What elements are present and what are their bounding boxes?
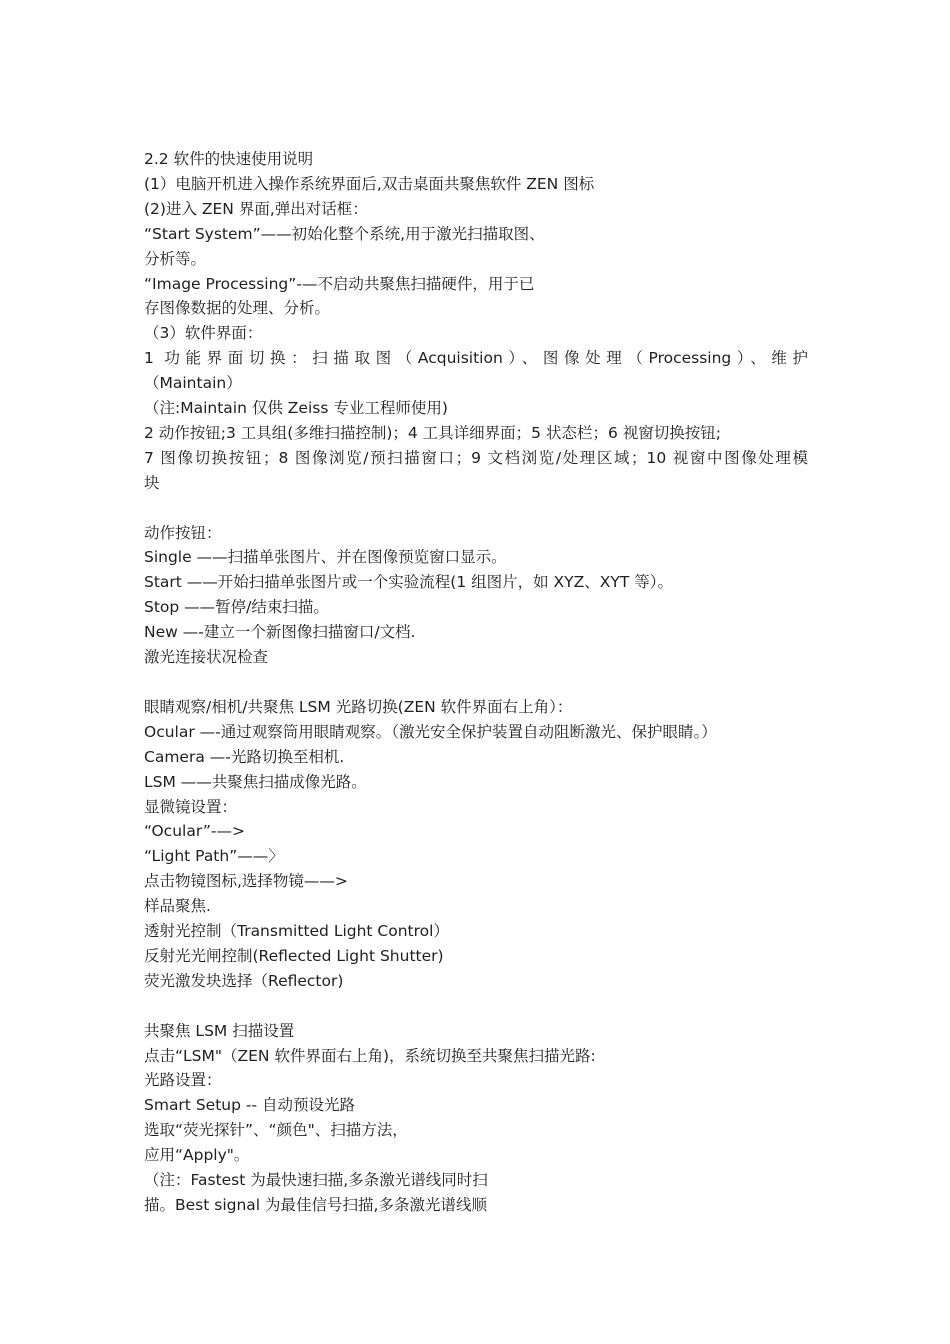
light-path-line: 显微镜设置： [144, 797, 238, 816]
paragraph-gap [144, 496, 808, 521]
interface-line: 7 图像切换按钮；8 图像浏览/预扫描窗口；9 文档浏览/处理区域；10 视窗中图像处理模 [144, 448, 808, 467]
intro-line: “Start System”——初始化整个系统,用于激光扫描取图、 [144, 224, 545, 243]
lsm-setup-line: Smart Setup -- 自动预设光路 [144, 1096, 355, 1115]
action-button-line: Stop ——暂停/结束扫描。 [144, 598, 329, 617]
action-button-line: 激光连接状况检查 [144, 648, 269, 667]
interface-note: （注:Maintain 仅供 Zeiss 专业工程师使用) [144, 399, 448, 418]
interface-line: （Maintain） [144, 374, 242, 393]
lsm-setup-heading: 共聚焦 LSM 扫描设置 [144, 1021, 295, 1040]
light-path-line: 透射光控制（Transmitted Light Control） [144, 922, 449, 941]
light-path-line: Camera —-光路切换至相机. [144, 747, 345, 766]
light-path-line: 反射光光闸控制(Reflected Light Shutter) [144, 946, 444, 965]
light-path-line: 点击物镜图标,选择物镜——> [144, 872, 348, 891]
light-path-line: “Ocular”-—> [144, 822, 245, 841]
action-button-line: New —-建立一个新图像扫描窗口/文档. [144, 623, 416, 642]
light-path-line: Ocular —-通过观察筒用眼睛观察。（激光安全保护装置自动阻断激光、保护眼睛。） [144, 722, 717, 741]
intro-line: （3）软件界面： [144, 324, 263, 343]
intro-line: “Image Processing”-—不启动共聚焦扫描硬件，用于已 [144, 274, 535, 293]
light-path-line: “Light Path”——〉 [144, 847, 284, 866]
intro-line: 存图像数据的处理、分析。 [144, 299, 331, 318]
paragraph-gap [144, 994, 808, 1019]
light-path-line: 荧光激发块选择（Reflector) [144, 971, 344, 990]
interface-line: 1 功能界面切换：扫描取图（Acquisition）、图像处理（Processing）、维护 [144, 349, 808, 368]
document-page [144, 147, 808, 1218]
intro-line: 分析等。 [144, 249, 207, 268]
action-buttons-heading: 动作按钮： [144, 523, 222, 542]
lsm-setup-line: 应用“Apply"。 [144, 1146, 250, 1165]
lsm-setup-line: 点击“LSM"（ZEN 软件界面右上角)，系统切换至共聚焦扫描光路: [144, 1046, 596, 1065]
lsm-setup-line: 描。Best signal 为最佳信号扫描,多条激光谱线顺 [144, 1196, 487, 1215]
light-path-heading: 眼睛观察/相机/共聚焦 LSM 光路切换(ZEN 软件界面右上角）： [144, 697, 573, 716]
interface-line: 2 动作按钮;3 工具组(多维扫描控制)；4 工具详细界面；5 状态栏；6 视窗切换按钮; [144, 423, 721, 442]
intro-line: (1）电脑开机进入操作系统界面后,双击桌面共聚焦软件 ZEN 图标 [144, 174, 595, 193]
lsm-setup-line: （注：Fastest 为最快速扫描,多条激光谱线同时扫 [144, 1171, 488, 1190]
intro-line: (2)进入 ZEN 界面,弹出对话框： [144, 199, 368, 218]
section-title: 2.2 软件的快速使用说明 [144, 150, 314, 168]
paragraph-gap [144, 670, 808, 695]
interface-line: 块 [144, 473, 160, 492]
lsm-setup-line: 选取“荧光探针”、“颜色"、扫描方法， [144, 1121, 408, 1140]
action-button-line: Single ——扫描单张图片、并在图像预览窗口显示。 [144, 548, 507, 567]
lsm-setup-line: 光路设置： [144, 1071, 222, 1090]
action-button-line: Start ——开始扫描单张图片或一个实验流程(1 组图片，如 XYZ、XYT 等）。 [144, 573, 673, 592]
light-path-line: 样品聚焦. [144, 897, 211, 916]
light-path-line: LSM ——共聚焦扫描成像光路。 [144, 772, 367, 791]
